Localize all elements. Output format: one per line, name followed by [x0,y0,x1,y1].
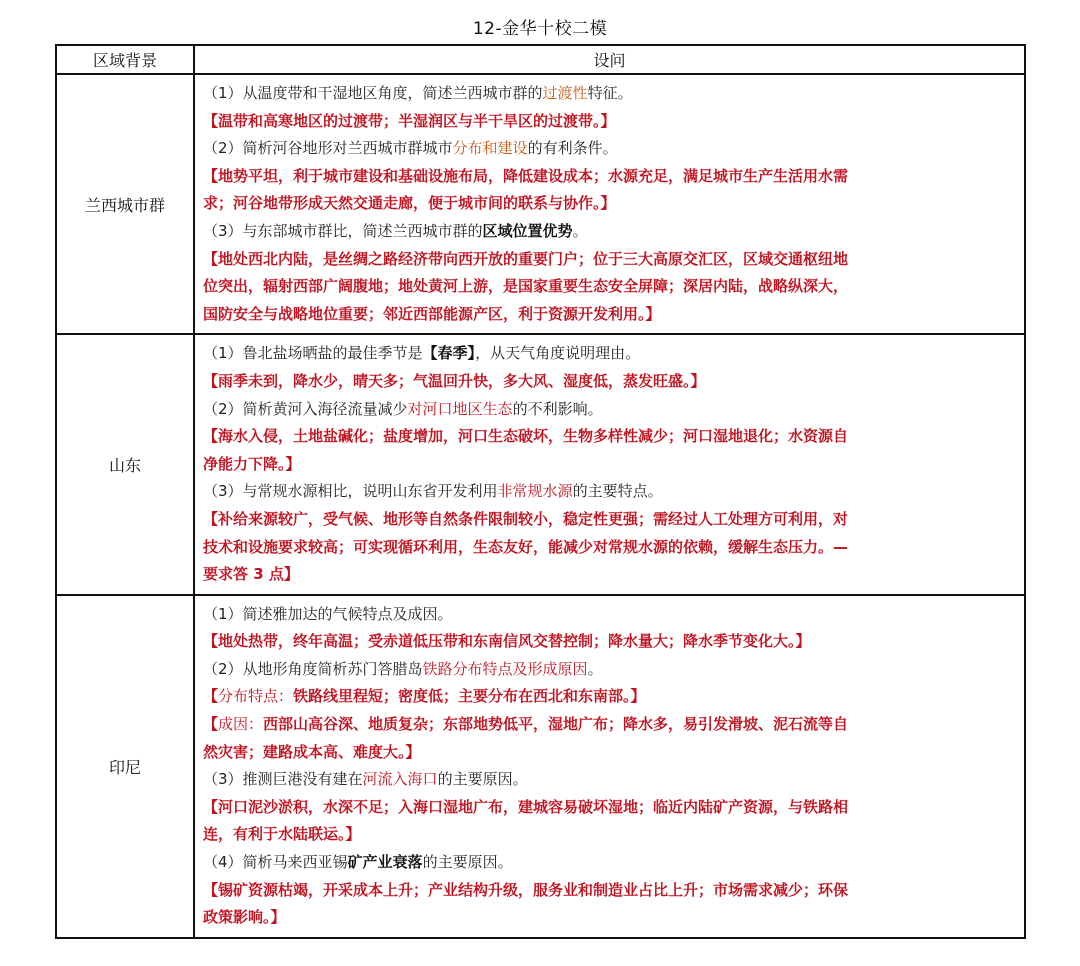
table-row [56,595,1025,938]
text-segment: 【河口泥沙淤积，水深不足；入海口湿地广布，建城容易破坏湿地；临近内陆矿产资源，与铁路相 [203,797,849,816]
text-segment: （1）从温度带和干湿地区角度，简述兰西城市群的 [203,84,543,102]
text-segment: （1）鲁北盐场晒盐的最佳季节是 [203,344,423,363]
answer-line [203,628,1020,656]
text-segment: 【锡矿资源枯竭，开采成本上升；产业结构升级，服务业和制造业占比上升；市场需求减少；环保 [203,880,849,899]
keyword-text: 【春季】 [422,344,476,363]
text-segment: 的主要特点。 [572,482,663,501]
text-segment: （2）从地形角度简析苏门答腊岛 [203,659,423,678]
text-segment: 的主要原因。 [437,770,528,789]
text-segment: （2）简析黄河入海径流量减少 [203,399,408,418]
text-segment: （4）简析马来西亚锡 [203,853,348,872]
text-segment: 政策影响。】 [203,908,286,927]
keyword-text: 矿产业衰落 [347,853,423,872]
keyword-text: 河流入海口 [362,770,438,789]
question-line [203,849,1020,877]
keyword-text: 分布特点： [218,687,294,706]
text-segment: （3）推测巨港没有建在 [203,770,363,789]
question-table [55,44,1026,939]
answer-line [203,561,1020,589]
text-segment: 的有利条件。 [527,139,618,158]
question-line [203,478,1020,506]
answer-line [203,821,1020,849]
answer-line [203,163,1020,191]
question-line [203,656,1020,684]
text-segment: 位突出，辐射西部广阔腹地；地处黄河上游，是国家重要生态安全屏障；深居内陆，战略纵深大， [203,277,849,296]
keyword-text: 对河口地区生态 [407,399,513,418]
keyword-text: 过渡性 [542,84,588,102]
answer-line [203,877,1020,905]
questions-cell [194,74,1025,334]
text-segment: （3）与东部城市群比，简述兰西城市群的 [203,221,483,240]
answer-line [203,534,1020,562]
answer-line [203,190,1020,218]
text-segment: （2）简析河谷地形对兰西城市群城市 [203,139,453,158]
questions-cell [194,595,1025,938]
answer-line [203,794,1020,822]
text-segment: 【海水入侵，土地盐碱化；盐度增加，河口生态破坏，生物多样性减少；河口湿地退化；水资源自 [203,427,849,446]
keyword-text: 分布和建设 [452,139,528,158]
region-label: 印尼 [108,757,141,777]
text-segment: 然灾害；建路成本高、难度大。】 [203,742,421,761]
answer-line [203,108,1020,136]
question-line [203,218,1020,246]
text-segment: 连，有利于水陆联运。】 [203,825,361,844]
answer-line [203,683,1020,711]
question-line [203,766,1020,794]
text-segment: 【地处西北内陆，是丝绸之路经济带向西开放的重要门户；位于三大高原交汇区，区域交通枢纽地 [203,249,849,268]
text-segment: 【补给来源较广，受气候、地形等自然条件限制较小，稳定性更强；需经过人工处理方可利用，对 [203,509,849,528]
answer-line [203,711,1020,739]
question-line [203,340,1020,368]
text-segment: 净能力下降。】 [203,454,301,473]
text-segment: （3）与常规水源相比，说明山东省开发利用 [203,482,498,501]
region-cell [56,74,194,334]
text-segment: 要求答 3 点】 [203,565,299,584]
text-segment: 。 [587,659,603,678]
header-region: 区域背景 [56,45,194,74]
page-title: 12-金华十校二模 [472,19,608,39]
answer-line [203,273,1020,301]
keyword-text: 铁路分布特点及形成原因 [422,659,588,678]
text-segment: 特征。 [587,84,633,102]
question-line [203,601,1020,629]
answer-line [203,506,1020,534]
table-row [56,74,1025,334]
table-row [56,334,1025,594]
table-header-row [56,45,1025,74]
questions-cell [194,334,1025,594]
answer-line [203,739,1020,767]
text-segment: （1）简述雅加达的气候特点及成因。 [203,604,453,623]
answer-line [203,423,1020,451]
text-segment: 【 [203,715,219,734]
question-line [203,135,1020,163]
text-segment: 【地势平坦，利于城市建设和基础设施布局，降低建设成本；水源充足，满足城市生产生活用水需 [203,166,849,185]
answer-line [203,904,1020,932]
region-cell [56,334,194,594]
keyword-text: 区域位置优势 [482,221,573,240]
question-line [203,396,1020,424]
answer-line [203,451,1020,479]
answer-line [203,301,1020,329]
region-cell [56,595,194,938]
text-segment: 的主要原因。 [422,853,513,872]
header-questions: 设问 [194,45,1025,74]
question-line [203,80,1020,108]
text-segment: 【雨季未到，降水少，晴天多；气温回升快，多大风、湿度低，蒸发旺盛。】 [203,371,706,390]
region-label: 兰西城市群 [84,195,165,215]
keyword-text: 成因： [218,715,264,734]
text-segment: 的不利影响。 [512,399,603,418]
text-segment: 【温带和高寒地区的过渡带；半湿润区与半干旱区的过渡带。】 [203,111,616,130]
region-label: 山东 [108,456,141,476]
text-segment: 求；河谷地带形成天然交通走廊，便于城市间的联系与协作。】 [203,194,616,213]
text-segment: 国防安全与战略地位重要；邻近西部能源产区，利于资源开发利用。】 [203,304,661,323]
text-segment: ，从天气角度说明理由。 [475,344,641,363]
text-segment: 【 [203,687,219,706]
keyword-text: 非常规水源 [497,482,573,501]
text-segment: 西部山高谷深、地质复杂；东部地势低平，湿地广布；降水多，易引发滑坡、泥石流等自 [263,715,849,734]
text-segment: 。 [572,221,588,240]
text-segment: 技术和设施要求较高；可实现循环利用，生态友好，能减少对常规水源的依赖，缓解生态压力。— [203,537,849,556]
text-segment: 铁路线里程短；密度低；主要分布在西北和东南部。】 [293,687,646,706]
answer-line [203,246,1020,274]
text-segment: 【地处热带，终年高温；受赤道低压带和东南信风交替控制；降水量大；降水季节变化大。】 [203,632,811,651]
answer-line [203,368,1020,396]
